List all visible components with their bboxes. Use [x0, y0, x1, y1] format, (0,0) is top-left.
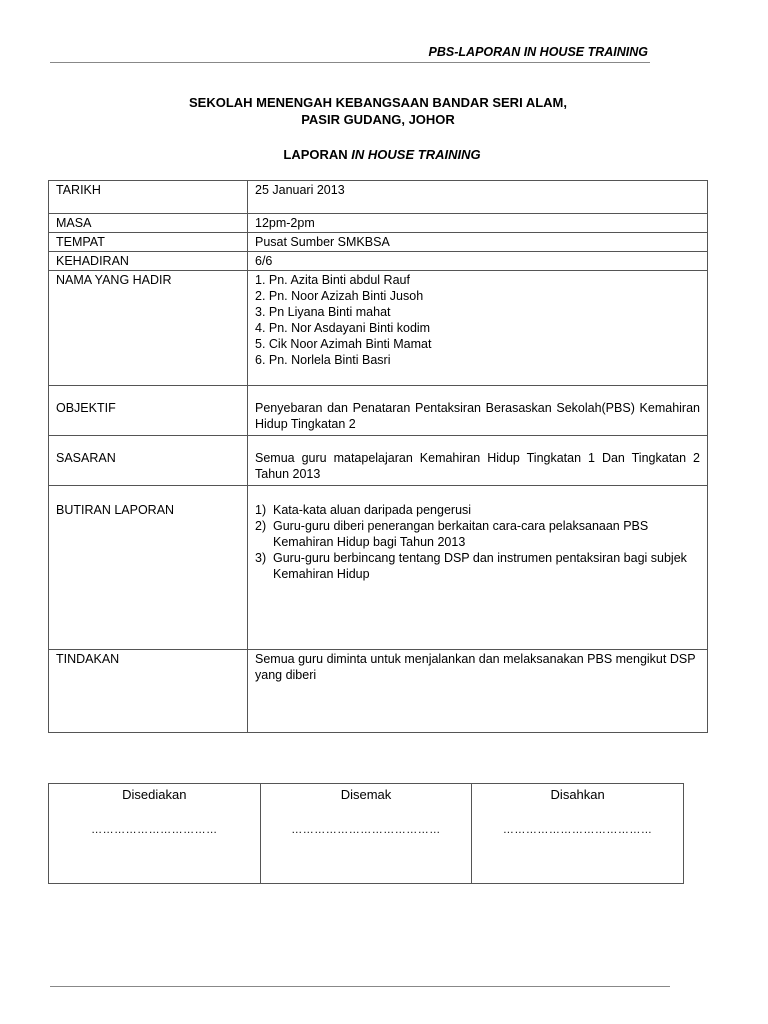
running-header: PBS-LAPORAN IN HOUSE TRAINING — [428, 45, 648, 59]
report-item-number: 1) — [255, 503, 267, 517]
attendee-item: 1. Pn. Azita Binti abdul Rauf — [255, 273, 410, 287]
signature-disemak — [260, 784, 472, 884]
row-objektif — [49, 386, 708, 436]
tempat-value: Pusat Sumber SMKBSA — [248, 233, 708, 252]
report-item-text: Guru-guru berbincang tentang DSP dan instrumen pentaksiran bagi subjek Kemahiran Hidup — [273, 551, 687, 581]
school-name-line2: PASIR GUDANG, JOHOR — [301, 112, 455, 127]
nama-yang-hadir-list — [248, 271, 708, 386]
signature-label: Disediakan — [122, 787, 187, 802]
sasaran-label: SASARAN — [49, 436, 248, 486]
report-item-number: 2) — [255, 519, 267, 533]
attendee-item: 6. Pn. Norlela Binti Basri — [255, 353, 391, 367]
school-name — [48, 94, 708, 128]
row-tindakan — [49, 650, 708, 733]
tindakan-value: Semua guru diminta untuk menjalankan dan melaksanakan PBS mengikut DSP yang diberi — [248, 650, 708, 733]
attendee-item: 4. Pn. Nor Asdayani Binti kodim — [255, 321, 431, 335]
row-butiran-laporan — [49, 486, 708, 650]
report-item — [255, 550, 700, 582]
signature-line: ………………………………… — [502, 824, 653, 836]
tempat-label: TEMPAT — [49, 233, 248, 252]
tarikh-value: 25 Januari 2013 — [248, 181, 708, 214]
kehadiran-value: 6/6 — [248, 252, 708, 271]
report-item-text: Guru-guru diberi penerangan berkaitan cara-cara pelaksanaan PBS Kemahiran Hidup bagi Tahun 2013 — [273, 519, 649, 549]
signature-label: Disahkan — [550, 787, 605, 802]
objektif-label: OBJEKTIF — [49, 386, 248, 436]
report-item-number: 3) — [255, 551, 267, 565]
report-table — [48, 180, 708, 733]
report-item — [255, 502, 700, 518]
attendee-item: 2. Pn. Noor Azizah Binti Jusoh — [255, 289, 424, 303]
signature-disahkan — [472, 784, 684, 884]
row-tempat — [49, 233, 708, 252]
header-rule — [50, 62, 650, 63]
tarikh-label: TARIKH — [49, 181, 248, 214]
row-tarikh — [49, 181, 708, 214]
masa-label: MASA — [49, 214, 248, 233]
footer-rule — [50, 986, 670, 987]
signature-table — [48, 783, 684, 884]
signature-line: ………………………………… — [291, 824, 441, 836]
report-title-prefix: LAPORAN — [283, 147, 352, 162]
objektif-value: Penyebaran dan Penataran Pentaksiran Berasaskan Sekolah(PBS) Kemahiran Hidup Tingkatan 2 — [248, 386, 708, 436]
row-nama-yang-hadir — [49, 271, 708, 386]
row-kehadiran — [49, 252, 708, 271]
report-title-italic: IN HOUSE TRAINING — [351, 147, 481, 162]
sasaran-value: Semua guru matapelajaran Kemahiran Hidup Tingkatan 1 Dan Tingkatan 2 Tahun 2013 — [248, 436, 708, 486]
signature-row — [49, 784, 684, 884]
masa-value: 12pm-2pm — [248, 214, 708, 233]
nama-yang-hadir-label: NAMA YANG HADIR — [49, 271, 248, 386]
report-item-text: Kata-kata aluan daripada pengerusi — [273, 503, 472, 517]
school-name-line1: SEKOLAH MENENGAH KEBANGSAAN BANDAR SERI ALAM, — [189, 95, 567, 110]
attendee-item: 5. Cik Noor Azimah Binti Mamat — [255, 337, 432, 351]
butiran-laporan-label: BUTIRAN LAPORAN — [49, 486, 248, 650]
kehadiran-label: KEHADIRAN — [49, 252, 248, 271]
tindakan-label: TINDAKAN — [49, 650, 248, 733]
signature-disediakan — [49, 784, 261, 884]
signature-label: Disemak — [340, 787, 392, 802]
butiran-laporan-list — [248, 486, 708, 650]
report-item — [255, 518, 700, 550]
row-masa — [49, 214, 708, 233]
signature-line: …………………………… — [91, 824, 218, 836]
attendee-item: 3. Pn Liyana Binti mahat — [255, 305, 391, 319]
row-sasaran — [49, 436, 708, 486]
report-title — [48, 147, 716, 162]
